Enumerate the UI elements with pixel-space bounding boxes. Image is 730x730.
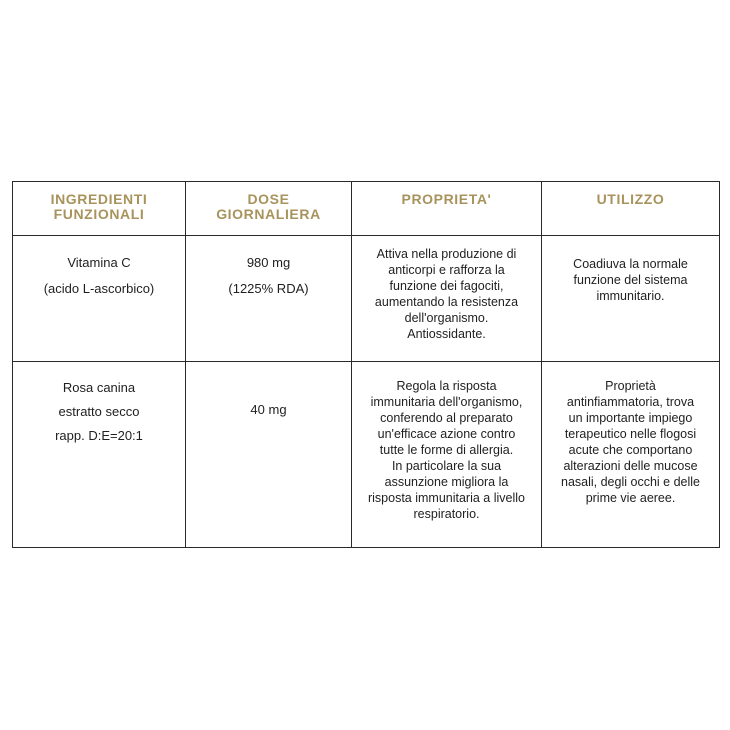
cell-text: immunitaria dell'organismo,	[370, 395, 523, 409]
cell-usage	[542, 236, 720, 362]
cell-text: rapp. D:E=20:1	[55, 428, 143, 443]
header-properties	[352, 182, 542, 236]
cell-text: estratto secco	[58, 404, 140, 419]
header-text: FUNZIONALI	[53, 206, 145, 222]
cell-text: In particolare la sua	[391, 459, 502, 473]
ingredients-table-container	[12, 181, 719, 547]
table-header-row	[13, 182, 720, 236]
header-ingredients	[13, 182, 186, 236]
cell-text: (acido L-ascorbico)	[43, 281, 155, 296]
cell-text: conferendo al preparato	[380, 411, 513, 425]
table-row	[13, 236, 720, 362]
cell-usage	[542, 362, 720, 548]
ingredients-table	[12, 181, 720, 548]
cell-text: un importante impiego	[568, 411, 693, 425]
cell-text: prime vie aeree.	[585, 491, 676, 505]
cell-text: Regola la risposta	[396, 379, 497, 393]
cell-text: assunzione migliora la	[384, 475, 509, 489]
header-text: GIORNALIERA	[216, 206, 321, 222]
cell-dose	[186, 236, 352, 362]
cell-properties	[352, 236, 542, 362]
table-row	[13, 362, 720, 548]
cell-ingredient	[13, 236, 186, 362]
cell-text: dell'organismo.	[404, 311, 489, 325]
cell-text: aumentando la resistenza	[374, 295, 519, 309]
cell-text: funzione dei fagociti,	[389, 279, 504, 293]
cell-text: Coadiuva la normale	[573, 257, 688, 271]
header-dose	[186, 182, 352, 236]
cell-text: immunitario.	[596, 289, 665, 303]
cell-text: Rosa canina	[62, 380, 136, 395]
header-text: INGREDIENTI	[50, 191, 148, 207]
cell-text: risposta immunitaria a livello	[367, 491, 525, 505]
cell-text: 980 mg	[246, 255, 291, 270]
cell-text: terapeutico nelle flogosi	[564, 427, 697, 441]
cell-text: Vitamina C	[67, 255, 131, 270]
header-text: PROPRIETA'	[401, 191, 492, 207]
cell-text: tutte le forme di allergia.	[379, 443, 514, 457]
cell-text: antinfiammatoria, trova	[566, 395, 695, 409]
header-text: UTILIZZO	[596, 191, 665, 207]
header-text: DOSE	[247, 191, 290, 207]
cell-text: Antiossidante.	[407, 327, 486, 341]
cell-text: acute che comportano	[568, 443, 693, 457]
cell-text: Proprietà	[605, 379, 656, 393]
header-usage	[542, 182, 720, 236]
cell-text: anticorpi e rafforza la	[388, 263, 505, 277]
cell-text: (1225% RDA)	[228, 281, 309, 296]
cell-text: Attiva nella produzione di	[376, 247, 517, 261]
cell-text: nasali, degli occhi e delle	[561, 475, 700, 489]
cell-text: alterazioni delle mucose	[563, 459, 698, 473]
cell-text: un'efficace azione contro	[377, 427, 516, 441]
cell-ingredient	[13, 362, 186, 548]
cell-text: respiratorio.	[413, 507, 480, 521]
cell-properties	[352, 362, 542, 548]
cell-dose	[186, 362, 352, 548]
cell-text: 40 mg	[250, 402, 287, 417]
cell-text: funzione del sistema	[573, 273, 688, 287]
